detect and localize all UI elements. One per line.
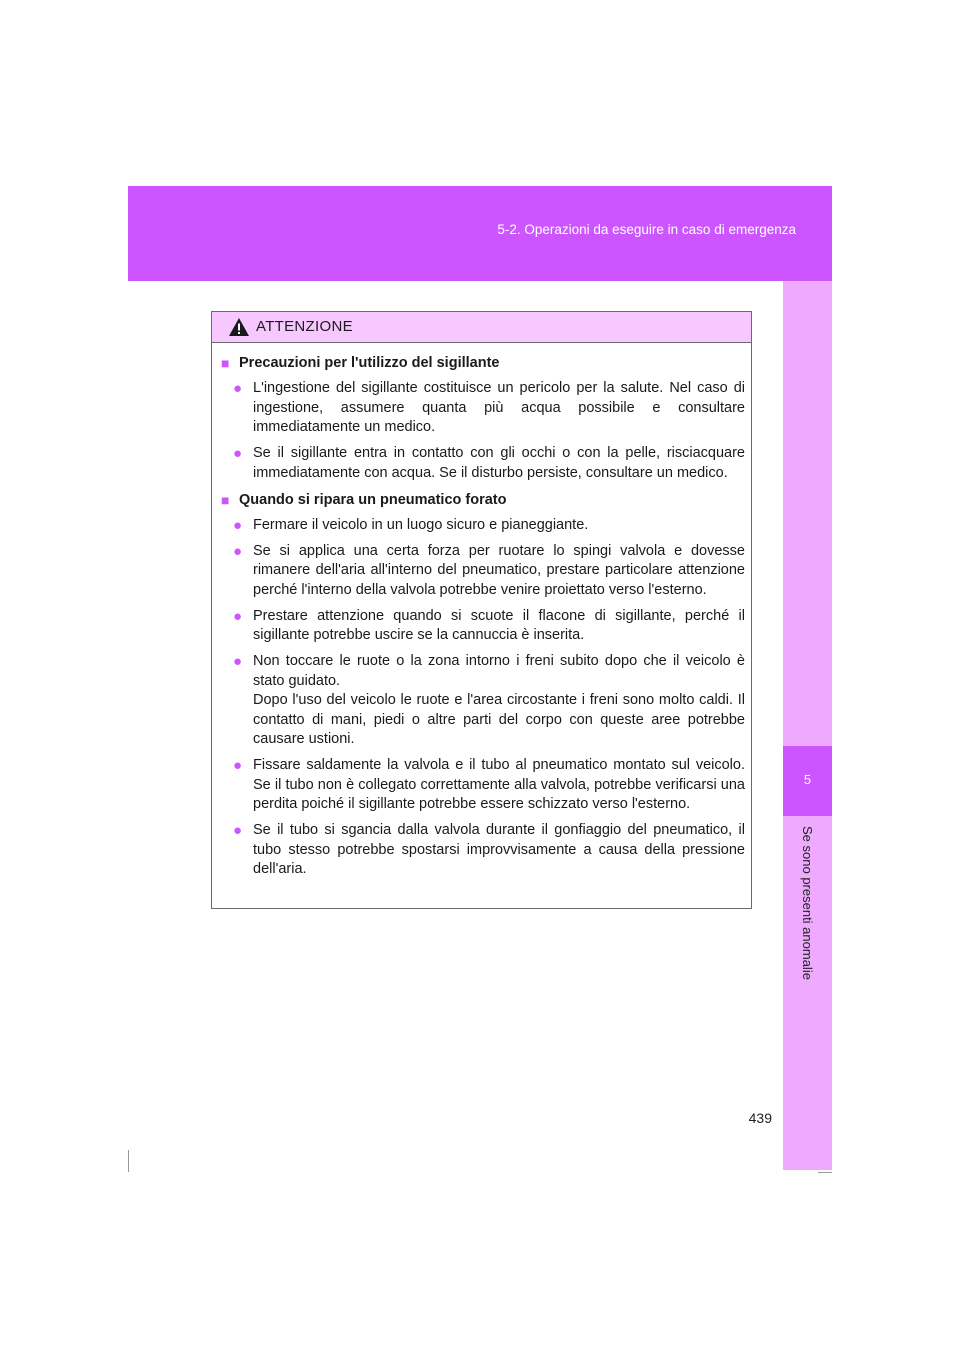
list-item bbox=[233, 652, 745, 750]
list-item bbox=[233, 444, 745, 483]
section-heading bbox=[221, 490, 745, 510]
list-item-text bbox=[253, 444, 745, 483]
section-heading-text: Quando si ripara un pneumatico forato bbox=[239, 491, 507, 508]
circle-bullet-icon: ● bbox=[233, 653, 243, 670]
warning-body bbox=[212, 343, 751, 880]
list-item bbox=[233, 379, 745, 438]
circle-bullet-icon: ● bbox=[233, 822, 243, 839]
square-bullet-icon: ■ bbox=[221, 355, 230, 371]
warning-triangle-icon bbox=[228, 317, 250, 337]
paragraph: Se il tubo si sgancia dalla valvola durante il gonfiaggio del pneumatico, il tubo stesso potrebbe spostarsi improvvisamente a causa della pressione dell'aria. bbox=[253, 822, 745, 877]
section-heading-text: Precauzioni per l'utilizzo del sigillante bbox=[239, 355, 500, 371]
list-item bbox=[233, 607, 745, 646]
list-item bbox=[233, 542, 745, 601]
list-item-text bbox=[253, 756, 745, 815]
chapter-number-tab bbox=[783, 746, 832, 816]
paragraph: Fermare il veicolo in un luogo sicuro e pianeggiante. bbox=[253, 516, 589, 533]
chapter-title: Se sono presenti anomalie bbox=[800, 826, 815, 980]
list-item bbox=[233, 821, 745, 880]
side-tab-strip-upper bbox=[783, 281, 832, 746]
circle-bullet-icon: ● bbox=[233, 516, 243, 534]
paragraph: Se si applica una certa forza per ruotare lo spingi valvola e dovesse rimanere dell'aria all'interno del pneumatico, prestare particolare attenzione perché l'interno della valvola potrebbe venire proiettato verso l'esterno. bbox=[253, 542, 745, 598]
list-item-text bbox=[253, 516, 745, 536]
list-item-text bbox=[253, 821, 745, 880]
crop-mark bbox=[128, 1150, 129, 1172]
section-breadcrumb: 5-2. Operazioni da eseguire in caso di emergenza bbox=[497, 222, 796, 237]
crop-mark bbox=[818, 1172, 832, 1173]
paragraph: Prestare attenzione quando si scuote il flacone di sigillante, perché il sigillante potrebbe uscire se la cannuccia è inserita. bbox=[253, 607, 745, 643]
circle-bullet-icon: ● bbox=[233, 607, 243, 625]
list-item-text bbox=[253, 542, 745, 601]
paragraph: Dopo l'uso del veicolo le ruote e l'area circostante i freni sono molto caldi. Il contatto di mani, piedi o altre parti del corpo con queste aree potrebbe causare ustioni. bbox=[253, 692, 745, 747]
circle-bullet-icon: ● bbox=[233, 542, 243, 560]
list-item-text bbox=[253, 607, 745, 646]
paragraph: L'ingestione del sigillante costituisce un pericolo per la salute. Nel caso di ingestione, assumere quanta più acqua possibile e consultare immediatamente un medico. bbox=[253, 380, 745, 435]
list-item-text bbox=[253, 652, 745, 750]
chapter-number: 5 bbox=[803, 772, 812, 787]
square-bullet-icon: ■ bbox=[221, 491, 230, 508]
warning-box bbox=[211, 311, 752, 909]
warning-title: ATTENZIONE bbox=[256, 318, 353, 335]
section-heading bbox=[221, 353, 745, 373]
list-item bbox=[233, 516, 745, 536]
paragraph: Se il sigillante entra in contatto con gli occhi o con la pelle, risciacquare immediatamente con acqua. Se il disturbo persiste, consultare un medico. bbox=[253, 445, 745, 481]
warning-header bbox=[212, 312, 751, 343]
circle-bullet-icon: ● bbox=[233, 445, 243, 462]
paragraph: Non toccare le ruote o la zona intorno i freni subito dopo che il veicolo è stato guidato. bbox=[253, 653, 745, 689]
circle-bullet-icon: ● bbox=[233, 380, 243, 397]
list-item bbox=[233, 756, 745, 815]
list-item-text bbox=[253, 379, 745, 438]
chapter-tab-label bbox=[783, 816, 832, 1170]
paragraph: Fissare saldamente la valvola e il tubo al pneumatico montato sul veicolo. Se il tubo non è collegato correttamente alla valvola, potrebbe verificarsi una perdita poiché il sigillante potrebbe essere schizzato verso l'esterno. bbox=[253, 757, 745, 812]
page-number: 439 bbox=[748, 1110, 772, 1126]
circle-bullet-icon: ● bbox=[233, 757, 243, 774]
